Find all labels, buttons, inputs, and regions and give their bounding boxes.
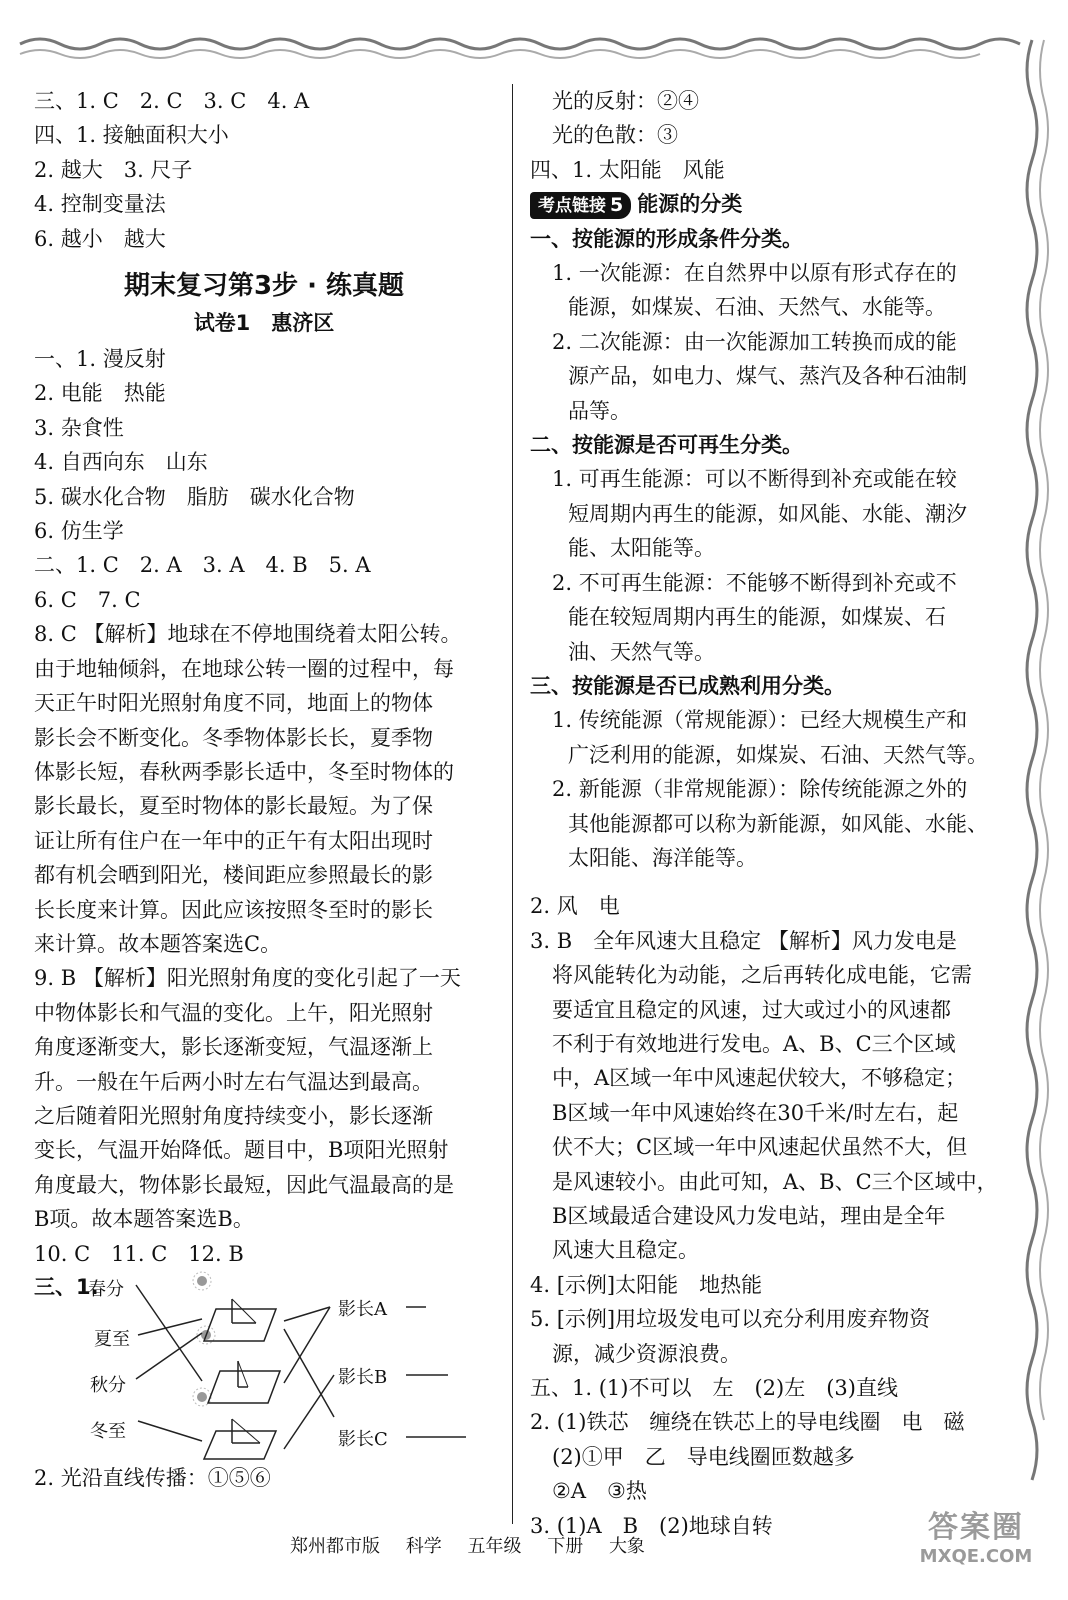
- q8-line: 由于地轴倾斜，在地球公转一圈的过程中，每: [34, 656, 454, 681]
- topic-link-title: 能源的分类: [637, 192, 743, 217]
- q9-line: 角度逐渐变大，影长逐渐变短，气温逐渐上: [34, 1035, 433, 1060]
- q3-line: 3. B 全年风速大且稳定 【解析】风力发电是: [530, 928, 957, 953]
- right-column: [530, 84, 1000, 1543]
- q8-line: 8. C 【解析】地球在不停地围绕着太阳公转。: [34, 622, 462, 647]
- q5-line: 5. [示例]用垃圾发电可以充分利用废弃物资: [530, 1307, 931, 1332]
- q8-line: 来计算。故本题答案选C。: [34, 931, 282, 956]
- footer-volume: 下册: [547, 1536, 584, 1557]
- text-line: 1. 传统能源（常规能源）：已经大规模生产和: [552, 708, 968, 733]
- q9-line: 升。一般在午后两小时左右气温达到最高。: [34, 1069, 433, 1094]
- text-line: 2. 二次能源：由一次能源加工转换而成的能: [552, 329, 957, 354]
- section-title: 期末复习第3步 · 练真题: [123, 271, 405, 302]
- text-line: 能、太阳能等。: [568, 536, 715, 561]
- answer-line: 二、1. C 2. A 3. A 4. B 5. A: [34, 553, 371, 578]
- answer-line: 三、1. C 2. C 3. C 4. A: [34, 89, 310, 113]
- diagram-prefix: 三、1.: [34, 1275, 99, 1299]
- left-column: [34, 84, 494, 1495]
- q8-line: 影长会不断变化。冬季物体影长长，夏季物: [34, 725, 433, 750]
- q3-line: 不利于有效地进行发电。A、B、C三个区域: [552, 1031, 956, 1056]
- topic-link-header: [530, 187, 1000, 221]
- q3-line: 是风速较小。由此可知，A、B、C三个区域中，: [552, 1169, 998, 1194]
- season-shadow-diagram: [34, 1271, 494, 1461]
- answer-line: 四、1. 接触面积大小: [34, 123, 229, 148]
- footer-grade: 五年级: [467, 1536, 522, 1557]
- answer-line: 4. 自西向东 山东: [34, 450, 208, 475]
- subsection-heading: 三、按能源是否已成熟利用分类。: [530, 673, 845, 698]
- answer-line: 6. 仿生学: [34, 519, 124, 544]
- answer-line: 2. 电能 热能: [34, 381, 166, 406]
- q8-line: 体影长短，春秋两季影长适中，冬至时物体的: [34, 759, 454, 784]
- season-label: 冬至: [90, 1421, 126, 1442]
- q8-line: 影长最长，夏至时物体的影长最短。为了保: [34, 794, 433, 819]
- q3-line: 要适宜且稳定的风速，过大或过小的风速都: [552, 997, 951, 1022]
- answer-line: 一、1. 漫反射: [34, 347, 166, 372]
- q8-line: 都有机会晒到阳光，楼间距应参照最长的影: [34, 863, 433, 888]
- text-line: 广泛利用的能源，如煤炭、石油、天然气等。: [568, 742, 988, 767]
- shadow-label: 影长A: [338, 1299, 387, 1320]
- answer-line: 光的色散：③: [552, 123, 678, 148]
- season-label: 秋分: [90, 1375, 126, 1396]
- answer-line: 光的反射：②④: [552, 89, 699, 113]
- footer-subject: 科学: [405, 1536, 442, 1557]
- q5-line: 源，减少资源浪费。: [552, 1341, 741, 1366]
- answer-line: 4. 控制变量法: [34, 192, 166, 217]
- answer-line: 五、1. (1)不可以 左 (2)左 (3)直线: [530, 1376, 898, 1401]
- top-wavy-border: [0, 0, 1068, 80]
- topic-link-badge: [530, 192, 631, 219]
- watermark: [906, 1510, 1046, 1574]
- text-line: 2. 不可再生能源：不能够不断得到补充或不: [552, 570, 957, 595]
- shadow-label: 影长B: [338, 1367, 388, 1388]
- text-line: 1. 一次能源：在自然界中以原有形式存在的: [552, 261, 957, 286]
- answer-line: (2)①甲 乙 导电线圈匝数越多: [552, 1444, 855, 1469]
- q9-line: 变长，气温开始降低。题目中，B项阳光照射: [34, 1138, 449, 1163]
- q9-line: 之后随着阳光照射角度持续变小，影长逐渐: [34, 1103, 433, 1128]
- text-line: 油、天然气等。: [568, 639, 715, 664]
- answer-line: 2. 风 电: [530, 894, 620, 919]
- section-subtitle: 试卷1 惠济区: [193, 311, 335, 336]
- answer-line: 6. 越小 越大: [34, 226, 166, 251]
- text-line: 1. 可再生能源：可以不断得到补充或能在较: [552, 467, 957, 492]
- q8-line: 天正午时阳光照射角度不同，地面上的物体: [34, 691, 433, 716]
- footer-edition: 郑州都市版: [290, 1536, 380, 1557]
- answer-line: 4. [示例]太阳能 地热能: [530, 1272, 763, 1297]
- text-line: 品等。: [568, 398, 631, 423]
- q9-line: B项。故本题答案选B。: [34, 1207, 254, 1232]
- subsection-heading: 一、按能源的形成条件分类。: [530, 226, 803, 251]
- q3-line: 将风能转化为动能，之后再转化成电能，它需: [552, 963, 972, 988]
- topic-link-label: 考点链接: [538, 196, 606, 217]
- answer-line: 6. C 7. C: [34, 587, 141, 612]
- ground-plane: [204, 1431, 276, 1459]
- answer-line: 5. 碳水化合物 脂肪 碳水化合物: [34, 484, 355, 509]
- footer-publisher: 大象: [608, 1536, 645, 1557]
- answer-line: 2. 越大 3. 尺子: [34, 157, 193, 182]
- q8-line: 证让所有住户在一年中的正午有太阳出现时: [34, 828, 433, 853]
- q3-line: B区域最适合建设风力发电站，理由是全年: [552, 1204, 946, 1228]
- answer-line: 四、1. 太阳能 风能: [530, 157, 725, 182]
- text-line: 能在较短周期内再生的能源，如煤炭、石: [568, 605, 946, 630]
- q3-line: B区域一年中风速始终在30千米/时左右，起: [552, 1100, 959, 1125]
- answer-line: 2. 光沿直线传播：①⑤⑥: [34, 1466, 271, 1490]
- column-divider: [512, 84, 513, 1524]
- watermark-text: 答案圈: [928, 1510, 1024, 1545]
- topic-link-number: 5: [610, 194, 624, 217]
- page-footer: [290, 1534, 810, 1560]
- q3-line: 伏不大；C区域一年中风速起伏虽然不大，但: [552, 1135, 968, 1160]
- answer-line: 3. (1)A B (2)地球自转: [530, 1513, 773, 1538]
- shadow-label: 影长C: [338, 1429, 388, 1450]
- answer-line: 3. 杂食性: [34, 415, 124, 440]
- sun-icon: [193, 1272, 211, 1290]
- q3-line: 中，A区域一年中风速起伏较大，不够稳定；: [552, 1066, 967, 1091]
- text-line: 其他能源都可以称为新能源，如风能、水能、: [568, 811, 988, 836]
- text-line: 太阳能、海洋能等。: [568, 845, 757, 870]
- watermark-url: MXQE.COM: [919, 1546, 1033, 1567]
- q3-line: 风速大且稳定。: [552, 1238, 699, 1263]
- answer-line: 10. C 11. C 12. B: [34, 1241, 244, 1266]
- text-line: 2. 新能源（非常规能源）：除传统能源之外的: [552, 777, 968, 802]
- text-line: 源产品，如电力、煤气、蒸汽及各种石油制: [568, 364, 967, 389]
- answer-line: 2. (1)铁芯 缠绕在铁芯上的导电线圈 电 磁: [530, 1410, 965, 1435]
- q8-line: 长长度来计算。因此应该按照冬至时的影长: [34, 897, 433, 922]
- right-wavy-border: [988, 0, 1068, 1600]
- answer-line: ②A ③热: [552, 1479, 647, 1504]
- season-label: 夏至: [94, 1329, 130, 1350]
- season-label: 春分: [88, 1279, 124, 1300]
- q9-line: 中物体影长和气温的变化。上午，阳光照射: [34, 1000, 433, 1025]
- text-line: 短周期内再生的能源，如风能、水能、潮汐: [568, 501, 967, 526]
- text-line: 能源，如煤炭、石油、天然气、水能等。: [568, 295, 946, 320]
- q9-line: 9. B 【解析】阳光照射角度的变化引起了一天: [34, 966, 461, 991]
- subsection-heading: 二、按能源是否可再生分类。: [530, 433, 803, 458]
- q9-line: 角度最大，物体影长最短，因此气温最高的是: [34, 1172, 454, 1197]
